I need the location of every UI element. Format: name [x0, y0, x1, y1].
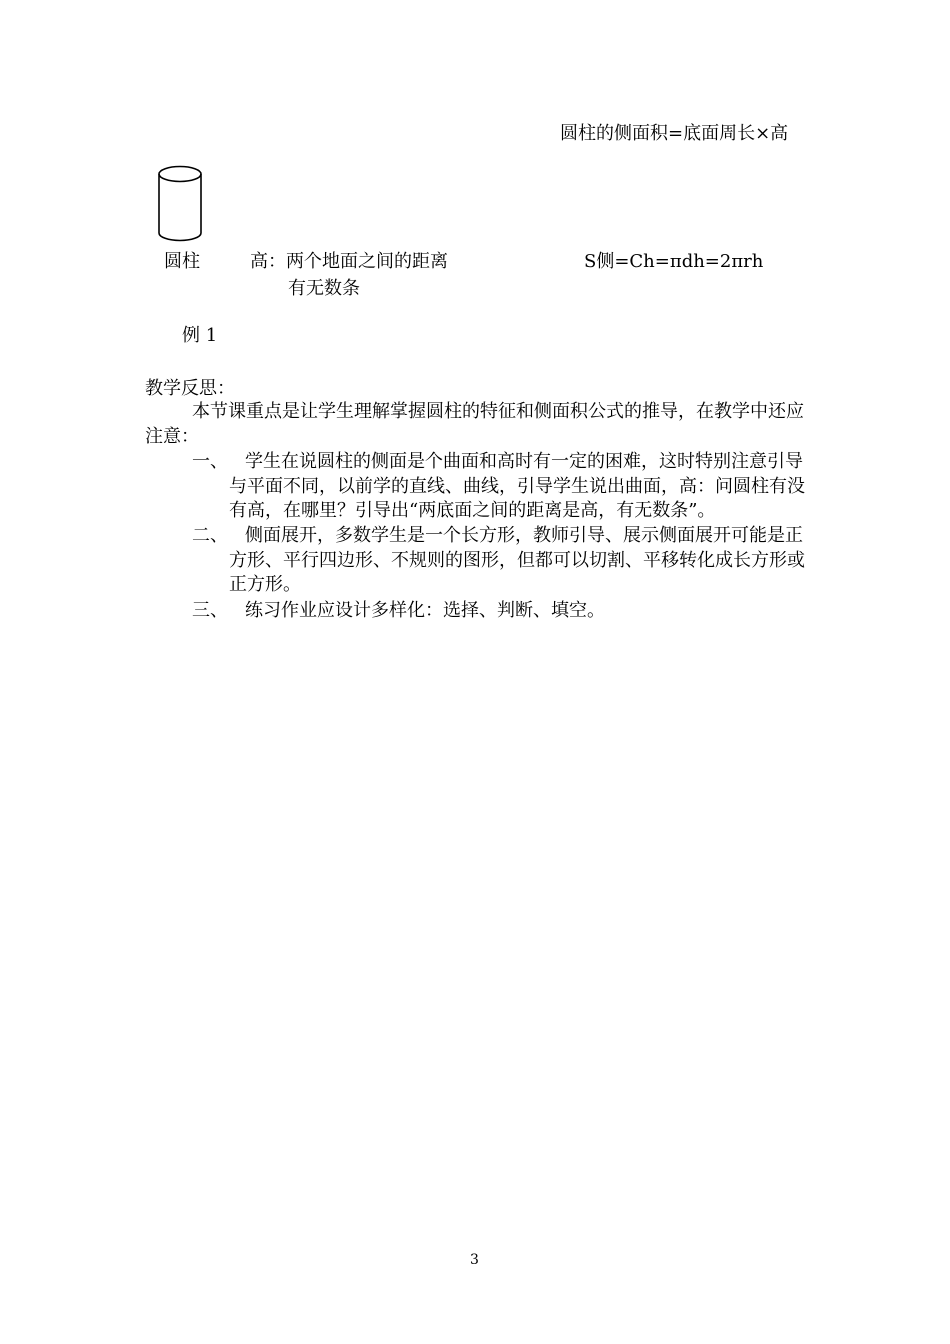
example-label: 例 1: [182, 325, 218, 346]
list-item-text: 学生在说圆柱的侧面是个曲面和高时有一定的困难，这时特别注意引导与平面不同，以前学的直线、曲线，引导学生说出曲面，高：问圆柱有没有高，在哪里？引导出“两底面之间的距离是高，有无数条”。: [229, 451, 805, 521]
list-marker: 三、: [192, 600, 228, 621]
reflection-title: 教学反思：: [145, 378, 235, 399]
reflection-intro: 本节课重点是让学生理解掌握圆柱的特征和侧面积公式的推导，在教学中还应注意：: [145, 401, 804, 447]
list-item-text: 侧面展开，多数学生是一个长方形，教师引导、展示侧面展开可能是正方形、平行四边形、不规则的图形，但都可以切割、平移转化成长方形或正方形。: [229, 525, 805, 595]
height-definition: 高：两个地面之间的距离: [250, 251, 448, 272]
height-count: 有无数条: [288, 278, 360, 299]
formula-top: 圆柱的侧面积=底面周长×高: [560, 123, 789, 144]
list-item-text: 练习作业应设计多样化：选择、判断、填空。: [245, 600, 605, 621]
formula-lateral-area: S侧=Ch=πdh=2πrh: [584, 251, 764, 272]
page-number: 3: [470, 1252, 479, 1268]
list-marker: 一、: [192, 451, 228, 472]
cylinder-label: 圆柱: [164, 251, 200, 272]
cylinder-icon: [154, 163, 206, 245]
list-marker: 二、: [192, 525, 228, 546]
